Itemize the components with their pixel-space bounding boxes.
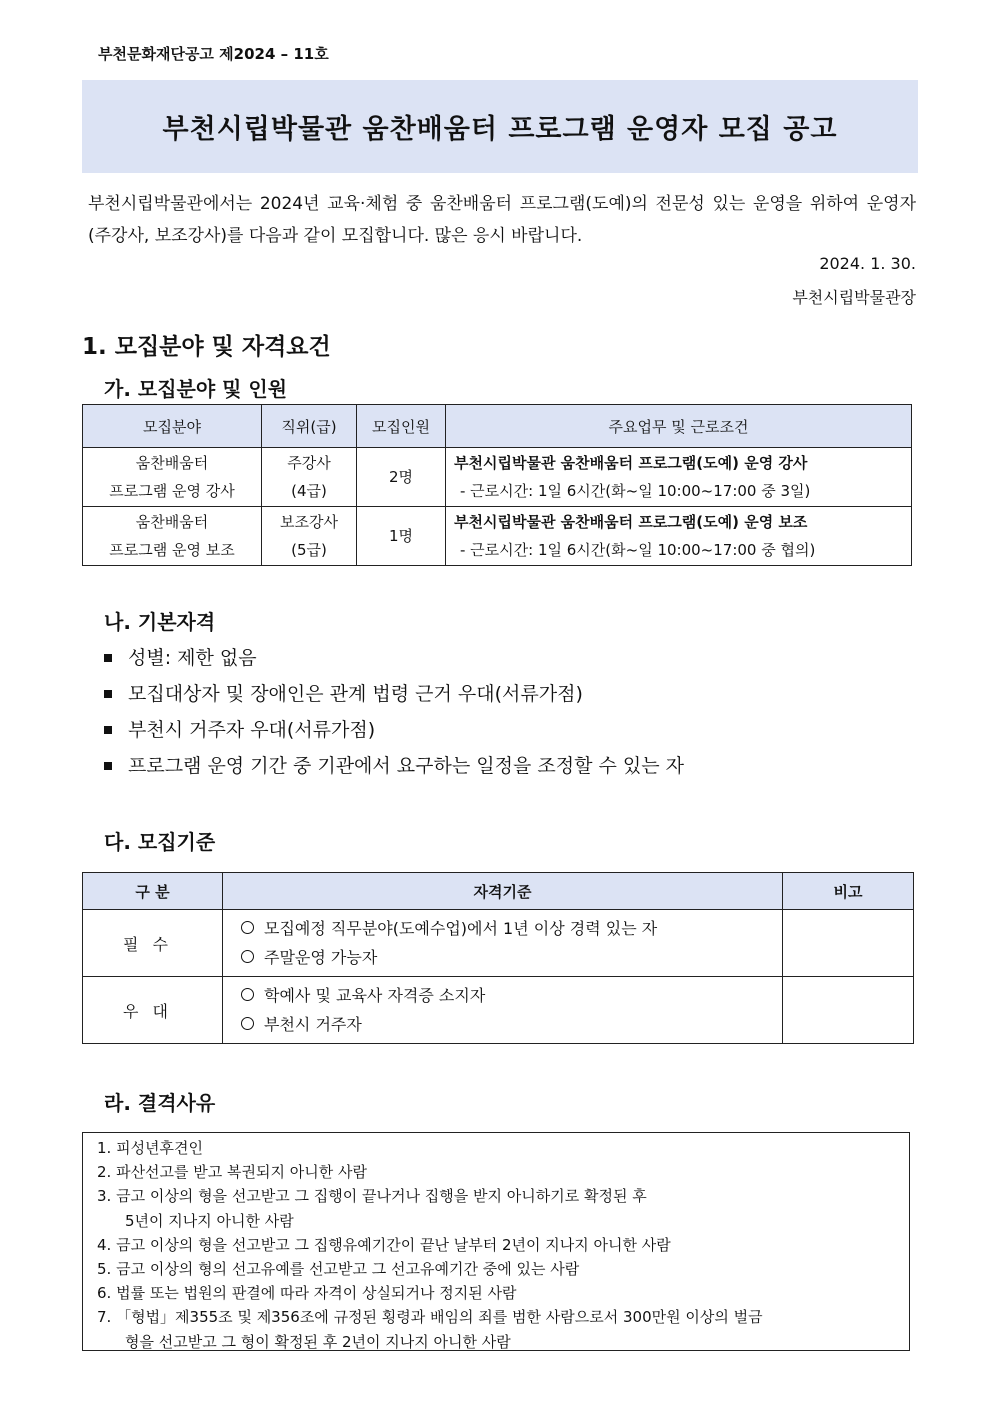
disqualification-item [97, 1160, 895, 1184]
disqualification-item [97, 1233, 895, 1257]
list-item-text: 프로그램 운영 기간 중 기관에서 요구하는 일정을 조정할 수 있는 자 [128, 755, 684, 777]
criteria-item [241, 943, 781, 972]
disqualification-box [82, 1132, 910, 1351]
count-cell: 1명 [357, 507, 446, 566]
square-bullet-icon [104, 654, 112, 662]
position-grade: (4급) [291, 482, 327, 500]
header-cell: 비고 [783, 873, 914, 910]
list-item [104, 748, 684, 784]
section-c-heading: 다. 모집기준 [104, 830, 216, 854]
section-a-heading: 가. 모집분야 및 인원 [104, 377, 288, 401]
intro-paragraph: 부천시립박물관에서는 2024년 교육·체험 중 움찬배움터 프로그램(도예)의 전문성 있는 운영을 위하여 운영자(주강사, 보조강사)를 다음과 같이 모집합니다. 많은 응시 바랍니다. [88, 194, 916, 246]
field-cell [83, 507, 262, 566]
document-number: 부천문화재단공고 제2024 – 11호 [98, 45, 329, 63]
duty-cell [446, 448, 912, 507]
item-text: 3. 금고 이상의 형을 선고받고 그 집행이 끝나거나 집행을 받지 아니하기로 확정된 후 [97, 1187, 647, 1206]
criteria-text: 모집예정 직무분야(도예수업)에서 1년 이상 경력 있는 자 [264, 919, 658, 938]
list-item-text: 모집대상자 및 장애인은 관계 법령 근거 우대(서류가점) [128, 683, 583, 705]
criteria-item [241, 914, 781, 943]
announcement-date: 2024. 1. 30. [819, 254, 916, 273]
criteria-item [241, 1010, 781, 1039]
position-grade: (5급) [291, 541, 327, 559]
table-header-row [83, 405, 912, 448]
duty-cell [446, 507, 912, 566]
criteria-cell [223, 977, 783, 1044]
table-row [83, 977, 914, 1044]
header-cell: 구 분 [83, 873, 223, 910]
item-continuation: 5년이 지나지 아니한 사람 [125, 1211, 294, 1230]
field-line: 프로그램 운영 강사 [109, 482, 235, 500]
recruitment-table [82, 404, 912, 566]
count-cell: 2명 [357, 448, 446, 507]
position-cell [262, 448, 357, 507]
circle-bullet-icon [241, 921, 254, 934]
disqualification-item [97, 1305, 895, 1353]
square-bullet-icon [104, 762, 112, 770]
header-cell: 직위(급) [262, 405, 357, 448]
table-row [83, 910, 914, 977]
table-header-row [83, 873, 914, 910]
item-text: 5. 금고 이상의 형의 선고유예를 선고받고 그 선고유예기간 중에 있는 사람 [97, 1260, 580, 1279]
category-cell: 우대 [83, 977, 223, 1044]
square-bullet-icon [104, 690, 112, 698]
field-line: 움찬배움터 [135, 454, 209, 472]
position-line: 주강사 [287, 454, 331, 472]
item-text: 2. 파산선고를 받고 복권되지 아니한 사람 [97, 1163, 367, 1182]
criteria-text: 부천시 거주자 [264, 1015, 362, 1034]
item-text: 7. 「형법」제355조 및 제356조에 규정된 횡령과 배임의 죄를 범한 사람으로서 300만원 이상의 벌금 [97, 1308, 763, 1327]
header-cell: 주요업무 및 근로조건 [446, 405, 912, 448]
note-cell [783, 977, 914, 1044]
table-row [83, 507, 912, 566]
section-b-heading: 나. 기본자격 [104, 610, 216, 634]
square-bullet-icon [104, 726, 112, 734]
page-title: 부천시립박물관 움찬배움터 프로그램 운영자 모집 공고 [162, 114, 838, 145]
header-cell: 자격기준 [223, 873, 783, 910]
criteria-text: 주말운영 가능자 [264, 948, 378, 967]
list-item [104, 676, 684, 712]
item-text: 4. 금고 이상의 형을 선고받고 그 집행유예기간이 끝난 날부터 2년이 지나지 아니한 사람 [97, 1235, 671, 1254]
header-cell: 모집분야 [83, 405, 262, 448]
circle-bullet-icon [241, 950, 254, 963]
field-cell [83, 448, 262, 507]
circle-bullet-icon [241, 988, 254, 1001]
position-cell [262, 507, 357, 566]
title-banner [82, 80, 918, 173]
issuer: 부천시립박물관장 [792, 288, 916, 307]
field-line: 움찬배움터 [135, 513, 209, 531]
item-text: 1. 피성년후견인 [97, 1139, 204, 1157]
condition-text: - 근로시간: 1일 6시간(화~일 10:00~17:00 중 협의) [460, 541, 816, 559]
field-line: 프로그램 운영 보조 [109, 541, 235, 559]
section-1-heading: 1. 모집분야 및 자격요건 [82, 334, 331, 360]
section-d-heading: 라. 결격사유 [104, 1091, 216, 1115]
disqualification-item [97, 1281, 895, 1305]
disqualification-item [97, 1136, 895, 1160]
criteria-text: 학예사 및 교육사 자격증 소지자 [264, 986, 486, 1005]
header-cell: 모집인원 [357, 405, 446, 448]
circle-bullet-icon [241, 1017, 254, 1030]
criteria-cell [223, 910, 783, 977]
item-continuation: 형을 선고받고 그 형이 확정된 후 2년이 지나지 아니한 사람 [125, 1332, 511, 1351]
list-item [104, 640, 684, 676]
duty-text: 부천시립박물관 움찬배움터 프로그램(도예) 운영 보조 [454, 513, 808, 531]
criteria-table [82, 872, 914, 1044]
disqualification-item [97, 1257, 895, 1281]
list-item-text: 성별: 제한 없음 [128, 647, 257, 669]
table-row [83, 448, 912, 507]
condition-text: - 근로시간: 1일 6시간(화~일 10:00~17:00 중 3일) [460, 482, 811, 500]
disqualification-item [97, 1184, 895, 1232]
list-item-text: 부천시 거주자 우대(서류가점) [128, 719, 376, 741]
qualification-list [104, 640, 684, 784]
position-line: 보조강사 [280, 513, 338, 531]
item-text: 6. 법률 또는 법원의 판결에 따라 자격이 상실되거나 정지된 사람 [97, 1284, 517, 1303]
note-cell [783, 910, 914, 977]
category-cell: 필수 [83, 910, 223, 977]
criteria-item [241, 981, 781, 1010]
list-item [104, 712, 684, 748]
duty-text: 부천시립박물관 움찬배움터 프로그램(도예) 운영 강사 [454, 454, 808, 472]
